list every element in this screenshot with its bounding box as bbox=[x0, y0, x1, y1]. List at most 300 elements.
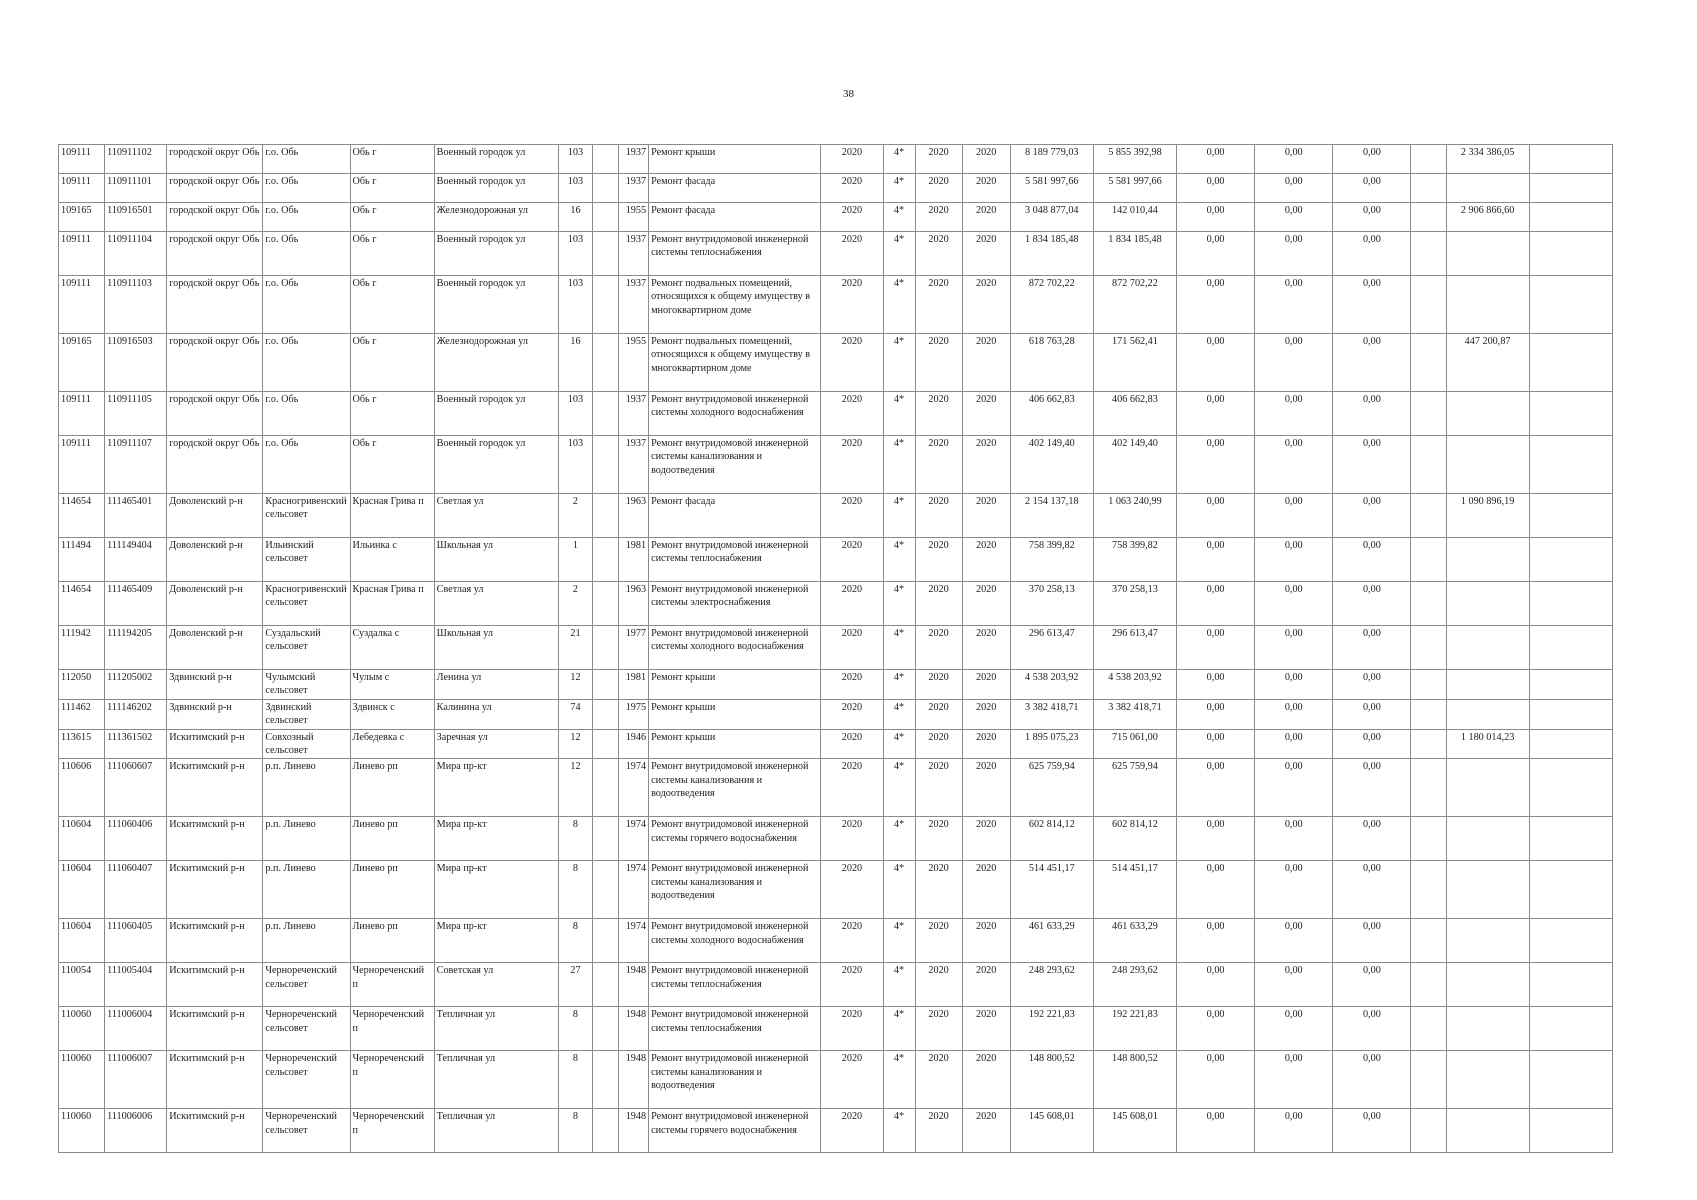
plan-year-cell: 2020 bbox=[821, 232, 883, 276]
work-type-cell: Ремонт фасада bbox=[649, 203, 821, 232]
build-year-cell: 1937 bbox=[619, 174, 649, 203]
federal-cost-cell: 0,00 bbox=[1177, 538, 1255, 582]
house-number-cell: 2 bbox=[558, 494, 592, 538]
district-cell: Доволенский р-н bbox=[167, 494, 263, 538]
regional-cost-cell: 0,00 bbox=[1255, 436, 1333, 494]
federal-cost-cell: 0,00 bbox=[1177, 494, 1255, 538]
table-row bbox=[59, 963, 1613, 1007]
house-number-cell: 74 bbox=[558, 699, 592, 729]
note-cell bbox=[1411, 729, 1446, 759]
district-cell: Доволенский р-н bbox=[167, 626, 263, 670]
street-cell: Тепличная ул bbox=[434, 1109, 558, 1153]
work-code-cell: 111060607 bbox=[105, 759, 167, 817]
end-year-cell: 2020 bbox=[962, 276, 1010, 334]
fund-cost-cell: 1 063 240,99 bbox=[1093, 494, 1176, 538]
extra-cell bbox=[1529, 276, 1612, 334]
municipal-cost-cell: 0,00 bbox=[1333, 670, 1411, 700]
house-number-cell: 12 bbox=[558, 759, 592, 817]
fund-cost-cell: 145 608,01 bbox=[1093, 1109, 1176, 1153]
total-cost-cell: 145 608,01 bbox=[1010, 1109, 1093, 1153]
start-year-cell: 2020 bbox=[915, 276, 962, 334]
total-cost-cell: 602 814,12 bbox=[1010, 817, 1093, 861]
extra-cell bbox=[1529, 1007, 1612, 1051]
locality-cell: Линево рп bbox=[350, 817, 434, 861]
category-cell: 4* bbox=[883, 759, 915, 817]
building-cell bbox=[592, 1007, 618, 1051]
building-cell bbox=[592, 817, 618, 861]
category-cell: 4* bbox=[883, 232, 915, 276]
work-type-cell: Ремонт внутридомовой инженерной системы теплоснабжения bbox=[649, 963, 821, 1007]
start-year-cell: 2020 bbox=[915, 494, 962, 538]
build-year-cell: 1981 bbox=[619, 538, 649, 582]
house-id-cell: 109111 bbox=[59, 232, 105, 276]
build-year-cell: 1948 bbox=[619, 1007, 649, 1051]
district-cell: Искитимский р-н bbox=[167, 1007, 263, 1051]
street-cell: Военный городок ул bbox=[434, 276, 558, 334]
regional-cost-cell: 0,00 bbox=[1255, 699, 1333, 729]
federal-cost-cell: 0,00 bbox=[1177, 392, 1255, 436]
building-cell bbox=[592, 861, 618, 919]
extra-cell bbox=[1529, 494, 1612, 538]
locality-cell: Обь г bbox=[350, 276, 434, 334]
regional-cost-cell: 0,00 bbox=[1255, 232, 1333, 276]
work-code-cell: 111465409 bbox=[105, 582, 167, 626]
house-id-cell: 109165 bbox=[59, 334, 105, 392]
federal-cost-cell: 0,00 bbox=[1177, 203, 1255, 232]
note-cell bbox=[1411, 919, 1446, 963]
table-row bbox=[59, 174, 1613, 203]
owner-cost-cell bbox=[1446, 392, 1529, 436]
work-code-cell: 111060407 bbox=[105, 861, 167, 919]
fund-cost-cell: 872 702,22 bbox=[1093, 276, 1176, 334]
note-cell bbox=[1411, 582, 1446, 626]
owner-cost-cell bbox=[1446, 817, 1529, 861]
work-code-cell: 110916501 bbox=[105, 203, 167, 232]
work-type-cell: Ремонт крыши bbox=[649, 670, 821, 700]
category-cell: 4* bbox=[883, 729, 915, 759]
work-code-cell: 111005404 bbox=[105, 963, 167, 1007]
extra-cell bbox=[1529, 203, 1612, 232]
locality-cell: Красная Грива п bbox=[350, 494, 434, 538]
extra-cell bbox=[1529, 759, 1612, 817]
start-year-cell: 2020 bbox=[915, 670, 962, 700]
owner-cost-cell bbox=[1446, 699, 1529, 729]
note-cell bbox=[1411, 203, 1446, 232]
start-year-cell: 2020 bbox=[915, 919, 962, 963]
plan-year-cell: 2020 bbox=[821, 203, 883, 232]
fund-cost-cell: 625 759,94 bbox=[1093, 759, 1176, 817]
category-cell: 4* bbox=[883, 203, 915, 232]
table-row bbox=[59, 538, 1613, 582]
note-cell bbox=[1411, 1051, 1446, 1109]
house-id-cell: 110060 bbox=[59, 1051, 105, 1109]
house-number-cell: 21 bbox=[558, 626, 592, 670]
plan-year-cell: 2020 bbox=[821, 699, 883, 729]
table-row bbox=[59, 392, 1613, 436]
locality-cell: Обь г bbox=[350, 334, 434, 392]
plan-year-cell: 2020 bbox=[821, 145, 883, 174]
fund-cost-cell: 248 293,62 bbox=[1093, 963, 1176, 1007]
work-code-cell: 110911107 bbox=[105, 436, 167, 494]
work-type-cell: Ремонт внутридомовой инженерной системы канализования и водоотведения bbox=[649, 436, 821, 494]
work-type-cell: Ремонт внутридомовой инженерной системы холодного водоснабжения bbox=[649, 626, 821, 670]
municipal-cost-cell: 0,00 bbox=[1333, 1109, 1411, 1153]
settlement-cell: Чулымский сельсовет bbox=[263, 670, 350, 700]
owner-cost-cell bbox=[1446, 582, 1529, 626]
total-cost-cell: 872 702,22 bbox=[1010, 276, 1093, 334]
build-year-cell: 1937 bbox=[619, 436, 649, 494]
locality-cell: Чернореченский п bbox=[350, 963, 434, 1007]
category-cell: 4* bbox=[883, 436, 915, 494]
start-year-cell: 2020 bbox=[915, 626, 962, 670]
street-cell: Военный городок ул bbox=[434, 145, 558, 174]
extra-cell bbox=[1529, 145, 1612, 174]
settlement-cell: Чернореченский сельсовет bbox=[263, 963, 350, 1007]
district-cell: Искитимский р-н bbox=[167, 1051, 263, 1109]
extra-cell bbox=[1529, 729, 1612, 759]
total-cost-cell: 148 800,52 bbox=[1010, 1051, 1093, 1109]
category-cell: 4* bbox=[883, 1109, 915, 1153]
repair-registry-table bbox=[58, 144, 1613, 1153]
work-code-cell: 110911101 bbox=[105, 174, 167, 203]
build-year-cell: 1946 bbox=[619, 729, 649, 759]
owner-cost-cell bbox=[1446, 1051, 1529, 1109]
table-row bbox=[59, 203, 1613, 232]
building-cell bbox=[592, 582, 618, 626]
house-id-cell: 110060 bbox=[59, 1007, 105, 1051]
work-type-cell: Ремонт крыши bbox=[649, 729, 821, 759]
category-cell: 4* bbox=[883, 145, 915, 174]
total-cost-cell: 758 399,82 bbox=[1010, 538, 1093, 582]
municipal-cost-cell: 0,00 bbox=[1333, 232, 1411, 276]
table-row bbox=[59, 276, 1613, 334]
house-number-cell: 12 bbox=[558, 670, 592, 700]
start-year-cell: 2020 bbox=[915, 538, 962, 582]
settlement-cell: Красногривенский сельсовет bbox=[263, 582, 350, 626]
build-year-cell: 1937 bbox=[619, 392, 649, 436]
house-number-cell: 103 bbox=[558, 145, 592, 174]
extra-cell bbox=[1529, 626, 1612, 670]
note-cell bbox=[1411, 145, 1446, 174]
note-cell bbox=[1411, 861, 1446, 919]
district-cell: городской округ Обь bbox=[167, 145, 263, 174]
extra-cell bbox=[1529, 538, 1612, 582]
locality-cell: Чулым с bbox=[350, 670, 434, 700]
work-code-cell: 110911103 bbox=[105, 276, 167, 334]
note-cell bbox=[1411, 392, 1446, 436]
owner-cost-cell: 447 200,87 bbox=[1446, 334, 1529, 392]
municipal-cost-cell: 0,00 bbox=[1333, 436, 1411, 494]
municipal-cost-cell: 0,00 bbox=[1333, 963, 1411, 1007]
locality-cell: Здвинск с bbox=[350, 699, 434, 729]
municipal-cost-cell: 0,00 bbox=[1333, 392, 1411, 436]
work-type-cell: Ремонт внутридомовой инженерной системы горячего водоснабжения bbox=[649, 817, 821, 861]
table-row bbox=[59, 699, 1613, 729]
work-code-cell: 110911102 bbox=[105, 145, 167, 174]
start-year-cell: 2020 bbox=[915, 759, 962, 817]
house-id-cell: 110054 bbox=[59, 963, 105, 1007]
plan-year-cell: 2020 bbox=[821, 919, 883, 963]
plan-year-cell: 2020 bbox=[821, 582, 883, 626]
house-id-cell: 111494 bbox=[59, 538, 105, 582]
municipal-cost-cell: 0,00 bbox=[1333, 626, 1411, 670]
regional-cost-cell: 0,00 bbox=[1255, 1109, 1333, 1153]
regional-cost-cell: 0,00 bbox=[1255, 1007, 1333, 1051]
municipal-cost-cell: 0,00 bbox=[1333, 334, 1411, 392]
street-cell: Советская ул bbox=[434, 963, 558, 1007]
building-cell bbox=[592, 232, 618, 276]
fund-cost-cell: 514 451,17 bbox=[1093, 861, 1176, 919]
locality-cell: Обь г bbox=[350, 203, 434, 232]
district-cell: Искитимский р-н bbox=[167, 729, 263, 759]
end-year-cell: 2020 bbox=[962, 919, 1010, 963]
owner-cost-cell: 2 906 866,60 bbox=[1446, 203, 1529, 232]
house-number-cell: 103 bbox=[558, 232, 592, 276]
extra-cell bbox=[1529, 1051, 1612, 1109]
category-cell: 4* bbox=[883, 919, 915, 963]
municipal-cost-cell: 0,00 bbox=[1333, 1051, 1411, 1109]
regional-cost-cell: 0,00 bbox=[1255, 670, 1333, 700]
locality-cell: Чернореченский п bbox=[350, 1051, 434, 1109]
work-code-cell: 110911104 bbox=[105, 232, 167, 276]
settlement-cell: г.о. Обь bbox=[263, 174, 350, 203]
start-year-cell: 2020 bbox=[915, 174, 962, 203]
category-cell: 4* bbox=[883, 670, 915, 700]
end-year-cell: 2020 bbox=[962, 670, 1010, 700]
build-year-cell: 1948 bbox=[619, 1051, 649, 1109]
work-type-cell: Ремонт внутридомовой инженерной системы теплоснабжения bbox=[649, 538, 821, 582]
district-cell: Искитимский р-н bbox=[167, 919, 263, 963]
total-cost-cell: 625 759,94 bbox=[1010, 759, 1093, 817]
district-cell: городской округ Обь bbox=[167, 334, 263, 392]
federal-cost-cell: 0,00 bbox=[1177, 232, 1255, 276]
settlement-cell: Совхозный сельсовет bbox=[263, 729, 350, 759]
district-cell: Здвинский р-н bbox=[167, 670, 263, 700]
end-year-cell: 2020 bbox=[962, 436, 1010, 494]
plan-year-cell: 2020 bbox=[821, 494, 883, 538]
end-year-cell: 2020 bbox=[962, 334, 1010, 392]
work-code-cell: 111465401 bbox=[105, 494, 167, 538]
federal-cost-cell: 0,00 bbox=[1177, 582, 1255, 626]
municipal-cost-cell: 0,00 bbox=[1333, 174, 1411, 203]
extra-cell bbox=[1529, 174, 1612, 203]
build-year-cell: 1981 bbox=[619, 670, 649, 700]
federal-cost-cell: 0,00 bbox=[1177, 861, 1255, 919]
owner-cost-cell bbox=[1446, 670, 1529, 700]
district-cell: городской округ Обь bbox=[167, 232, 263, 276]
district-cell: Здвинский р-н bbox=[167, 699, 263, 729]
fund-cost-cell: 171 562,41 bbox=[1093, 334, 1176, 392]
work-type-cell: Ремонт внутридомовой инженерной системы электроснабжения bbox=[649, 582, 821, 626]
note-cell bbox=[1411, 670, 1446, 700]
federal-cost-cell: 0,00 bbox=[1177, 276, 1255, 334]
work-type-cell: Ремонт крыши bbox=[649, 145, 821, 174]
house-id-cell: 110604 bbox=[59, 919, 105, 963]
building-cell bbox=[592, 494, 618, 538]
plan-year-cell: 2020 bbox=[821, 1007, 883, 1051]
end-year-cell: 2020 bbox=[962, 759, 1010, 817]
page-number: 38 bbox=[843, 88, 854, 100]
house-id-cell: 113615 bbox=[59, 729, 105, 759]
work-type-cell: Ремонт фасада bbox=[649, 174, 821, 203]
end-year-cell: 2020 bbox=[962, 1109, 1010, 1153]
start-year-cell: 2020 bbox=[915, 1051, 962, 1109]
house-number-cell: 12 bbox=[558, 729, 592, 759]
regional-cost-cell: 0,00 bbox=[1255, 145, 1333, 174]
building-cell bbox=[592, 626, 618, 670]
regional-cost-cell: 0,00 bbox=[1255, 759, 1333, 817]
build-year-cell: 1974 bbox=[619, 759, 649, 817]
settlement-cell: г.о. Обь bbox=[263, 145, 350, 174]
house-id-cell: 110604 bbox=[59, 861, 105, 919]
category-cell: 4* bbox=[883, 817, 915, 861]
end-year-cell: 2020 bbox=[962, 729, 1010, 759]
regional-cost-cell: 0,00 bbox=[1255, 861, 1333, 919]
extra-cell bbox=[1529, 392, 1612, 436]
street-cell: Тепличная ул bbox=[434, 1051, 558, 1109]
total-cost-cell: 406 662,83 bbox=[1010, 392, 1093, 436]
table-row bbox=[59, 1051, 1613, 1109]
municipal-cost-cell: 0,00 bbox=[1333, 203, 1411, 232]
fund-cost-cell: 406 662,83 bbox=[1093, 392, 1176, 436]
house-number-cell: 103 bbox=[558, 392, 592, 436]
regional-cost-cell: 0,00 bbox=[1255, 538, 1333, 582]
district-cell: Доволенский р-н bbox=[167, 582, 263, 626]
house-id-cell: 109111 bbox=[59, 436, 105, 494]
settlement-cell: г.о. Обь bbox=[263, 232, 350, 276]
fund-cost-cell: 296 613,47 bbox=[1093, 626, 1176, 670]
work-type-cell: Ремонт внутридомовой инженерной системы горячего водоснабжения bbox=[649, 1109, 821, 1153]
fund-cost-cell: 715 061,00 bbox=[1093, 729, 1176, 759]
plan-year-cell: 2020 bbox=[821, 1051, 883, 1109]
note-cell bbox=[1411, 817, 1446, 861]
work-code-cell: 111006007 bbox=[105, 1051, 167, 1109]
work-code-cell: 110911105 bbox=[105, 392, 167, 436]
owner-cost-cell bbox=[1446, 1007, 1529, 1051]
house-number-cell: 8 bbox=[558, 1109, 592, 1153]
federal-cost-cell: 0,00 bbox=[1177, 1109, 1255, 1153]
work-type-cell: Ремонт подвальных помещений, относящихся к общему имуществу в многоквартирном доме bbox=[649, 276, 821, 334]
total-cost-cell: 1 895 075,23 bbox=[1010, 729, 1093, 759]
locality-cell: Суздалка с bbox=[350, 626, 434, 670]
district-cell: городской округ Обь bbox=[167, 276, 263, 334]
work-type-cell: Ремонт внутридомовой инженерной системы канализования и водоотведения bbox=[649, 1051, 821, 1109]
table-row bbox=[59, 232, 1613, 276]
start-year-cell: 2020 bbox=[915, 145, 962, 174]
building-cell bbox=[592, 963, 618, 1007]
municipal-cost-cell: 0,00 bbox=[1333, 582, 1411, 626]
start-year-cell: 2020 bbox=[915, 817, 962, 861]
federal-cost-cell: 0,00 bbox=[1177, 626, 1255, 670]
house-id-cell: 111942 bbox=[59, 626, 105, 670]
municipal-cost-cell: 0,00 bbox=[1333, 276, 1411, 334]
extra-cell bbox=[1529, 1109, 1612, 1153]
federal-cost-cell: 0,00 bbox=[1177, 963, 1255, 1007]
street-cell: Железнодорожная ул bbox=[434, 334, 558, 392]
end-year-cell: 2020 bbox=[962, 1051, 1010, 1109]
category-cell: 4* bbox=[883, 582, 915, 626]
category-cell: 4* bbox=[883, 1007, 915, 1051]
owner-cost-cell: 1 180 014,23 bbox=[1446, 729, 1529, 759]
plan-year-cell: 2020 bbox=[821, 334, 883, 392]
building-cell bbox=[592, 174, 618, 203]
category-cell: 4* bbox=[883, 494, 915, 538]
extra-cell bbox=[1529, 232, 1612, 276]
total-cost-cell: 4 538 203,92 bbox=[1010, 670, 1093, 700]
build-year-cell: 1974 bbox=[619, 861, 649, 919]
fund-cost-cell: 4 538 203,92 bbox=[1093, 670, 1176, 700]
end-year-cell: 2020 bbox=[962, 392, 1010, 436]
house-id-cell: 109111 bbox=[59, 276, 105, 334]
house-id-cell: 110604 bbox=[59, 817, 105, 861]
settlement-cell: г.о. Обь bbox=[263, 334, 350, 392]
municipal-cost-cell: 0,00 bbox=[1333, 729, 1411, 759]
table-row bbox=[59, 817, 1613, 861]
end-year-cell: 2020 bbox=[962, 963, 1010, 1007]
house-number-cell: 103 bbox=[558, 174, 592, 203]
build-year-cell: 1975 bbox=[619, 699, 649, 729]
fund-cost-cell: 148 800,52 bbox=[1093, 1051, 1176, 1109]
street-cell: Мира пр-кт bbox=[434, 861, 558, 919]
regional-cost-cell: 0,00 bbox=[1255, 334, 1333, 392]
house-number-cell: 8 bbox=[558, 919, 592, 963]
fund-cost-cell: 3 382 418,71 bbox=[1093, 699, 1176, 729]
fund-cost-cell: 602 814,12 bbox=[1093, 817, 1176, 861]
house-number-cell: 16 bbox=[558, 203, 592, 232]
table-row bbox=[59, 626, 1613, 670]
settlement-cell: р.п. Линево bbox=[263, 861, 350, 919]
extra-cell bbox=[1529, 334, 1612, 392]
build-year-cell: 1977 bbox=[619, 626, 649, 670]
house-id-cell: 109111 bbox=[59, 392, 105, 436]
regional-cost-cell: 0,00 bbox=[1255, 963, 1333, 1007]
fund-cost-cell: 5 581 997,66 bbox=[1093, 174, 1176, 203]
plan-year-cell: 2020 bbox=[821, 436, 883, 494]
house-id-cell: 114654 bbox=[59, 582, 105, 626]
house-id-cell: 109111 bbox=[59, 174, 105, 203]
building-cell bbox=[592, 1051, 618, 1109]
note-cell bbox=[1411, 334, 1446, 392]
category-cell: 4* bbox=[883, 626, 915, 670]
start-year-cell: 2020 bbox=[915, 436, 962, 494]
start-year-cell: 2020 bbox=[915, 729, 962, 759]
category-cell: 4* bbox=[883, 1051, 915, 1109]
locality-cell: Линево рп bbox=[350, 861, 434, 919]
street-cell: Военный городок ул bbox=[434, 392, 558, 436]
fund-cost-cell: 758 399,82 bbox=[1093, 538, 1176, 582]
build-year-cell: 1974 bbox=[619, 919, 649, 963]
table-row bbox=[59, 759, 1613, 817]
building-cell bbox=[592, 759, 618, 817]
build-year-cell: 1948 bbox=[619, 963, 649, 1007]
total-cost-cell: 3 048 877,04 bbox=[1010, 203, 1093, 232]
table-row bbox=[59, 494, 1613, 538]
total-cost-cell: 461 633,29 bbox=[1010, 919, 1093, 963]
house-number-cell: 103 bbox=[558, 436, 592, 494]
total-cost-cell: 5 581 997,66 bbox=[1010, 174, 1093, 203]
owner-cost-cell bbox=[1446, 232, 1529, 276]
building-cell bbox=[592, 203, 618, 232]
end-year-cell: 2020 bbox=[962, 538, 1010, 582]
work-type-cell: Ремонт внутридомовой инженерной системы теплоснабжения bbox=[649, 1007, 821, 1051]
fund-cost-cell: 192 221,83 bbox=[1093, 1007, 1176, 1051]
end-year-cell: 2020 bbox=[962, 174, 1010, 203]
end-year-cell: 2020 bbox=[962, 699, 1010, 729]
note-cell bbox=[1411, 963, 1446, 1007]
extra-cell bbox=[1529, 817, 1612, 861]
category-cell: 4* bbox=[883, 699, 915, 729]
work-code-cell: 111006006 bbox=[105, 1109, 167, 1153]
